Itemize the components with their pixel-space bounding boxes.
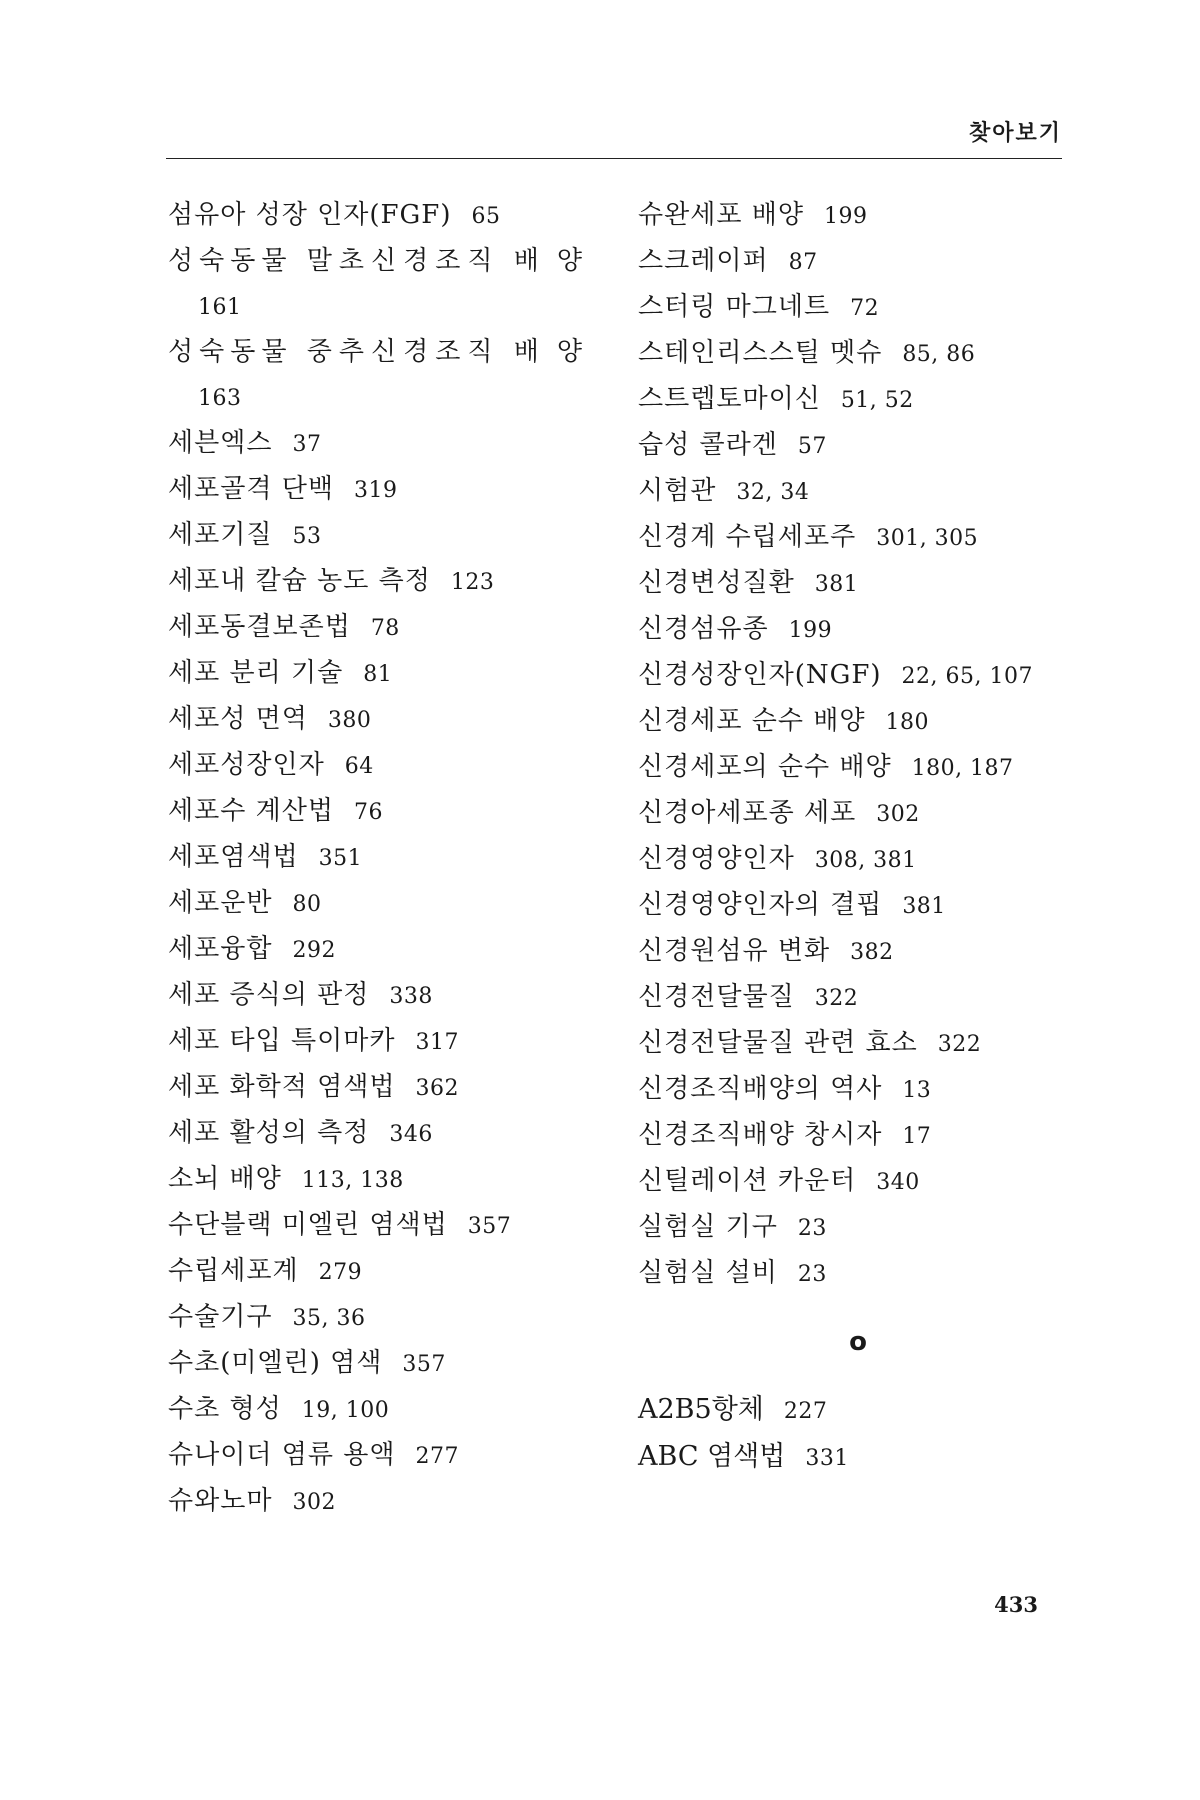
index-entry — [168, 1433, 608, 1479]
index-entry — [168, 835, 608, 881]
index-pages: 163 — [198, 386, 242, 411]
index-entry — [168, 1341, 608, 1387]
index-entry — [638, 975, 1078, 1021]
index-entry — [168, 513, 608, 559]
index-term: 소뇌 배양 — [168, 1164, 282, 1194]
index-pages: 338 — [389, 984, 433, 1009]
index-term: 스테인리스스틸 멧슈 — [638, 338, 883, 368]
index-entry — [638, 515, 1078, 561]
index-term: 수술기구 — [168, 1302, 273, 1332]
index-term: 신경세포의 순수 배양 — [638, 752, 892, 782]
index-entry — [638, 1021, 1078, 1067]
index-entry — [638, 469, 1078, 515]
index-entry — [638, 1387, 1078, 1434]
index-term: 신틸레이션 카운터 — [638, 1166, 857, 1196]
index-term: 신경계 수립세포주 — [638, 522, 857, 552]
index-term: A2B5항체 — [638, 1394, 764, 1425]
index-pages: 381 — [814, 572, 859, 597]
index-term — [168, 239, 600, 284]
index-term: 신경원섬유 변화 — [638, 936, 831, 966]
index-entry — [638, 561, 1078, 607]
index-term: 수단블랙 미엘린 염색법 — [168, 1210, 448, 1240]
index-pages: 227 — [783, 1399, 828, 1424]
index-pages: 161 — [198, 295, 242, 320]
index-pages: 302 — [292, 1490, 336, 1515]
index-pages: 32, 34 — [736, 480, 810, 505]
index-pages: 382 — [850, 940, 894, 965]
index-pages: 322 — [937, 1032, 982, 1057]
index-term-word: 말초신경조직 — [306, 246, 500, 276]
index-entry — [168, 605, 608, 651]
index-term: 세포수 계산법 — [168, 796, 334, 826]
index-term: 실험실 설비 — [638, 1258, 778, 1288]
index-term: 수초 형성 — [168, 1394, 282, 1424]
page-number: 433 — [994, 1592, 1038, 1617]
index-pages: 78 — [370, 616, 400, 641]
index-pages: 64 — [344, 754, 374, 779]
index-term: 신경세포 순수 배양 — [638, 706, 866, 736]
index-pages: 357 — [467, 1214, 512, 1239]
index-pages: 53 — [292, 524, 322, 549]
index-entry — [168, 1249, 608, 1295]
index-term: 신경섬유종 — [638, 614, 769, 644]
index-column-left — [168, 193, 608, 1525]
index-pages: 331 — [805, 1446, 849, 1471]
index-entry — [168, 1019, 608, 1065]
index-term: 수립세포계 — [168, 1256, 299, 1286]
index-pages: 319 — [353, 478, 398, 503]
index-column-right — [638, 193, 1078, 1481]
index-pages: 57 — [797, 434, 827, 459]
index-entry — [638, 1205, 1078, 1251]
index-entry — [638, 883, 1078, 929]
index-entry — [638, 377, 1078, 423]
index-entry — [168, 1157, 608, 1203]
index-entry — [638, 423, 1078, 469]
index-term-word: 배양 — [513, 337, 600, 367]
index-term: 세포동결보존법 — [168, 612, 351, 642]
index-pages: 351 — [318, 846, 363, 871]
index-pages: 19, 100 — [301, 1398, 390, 1423]
index-pages: 180, 187 — [911, 756, 1014, 781]
index-entry — [638, 1434, 1078, 1481]
index-term: 스크레이퍼 — [638, 246, 769, 276]
index-term: 세포 활성의 측정 — [168, 1118, 370, 1148]
index-term: 슈완세포 배양 — [638, 200, 804, 230]
index-entry — [638, 1251, 1078, 1297]
index-pages: 51, 52 — [840, 388, 914, 413]
index-term-word: 성숙동물 — [168, 246, 293, 276]
index-term: 세포 분리 기술 — [168, 658, 344, 688]
index-term: 스터링 마그네트 — [638, 292, 831, 322]
index-entry — [638, 1067, 1078, 1113]
index-entry — [638, 1159, 1078, 1205]
index-term: 섬유아 성장 인자(FGF) — [168, 200, 452, 230]
index-pages: 76 — [353, 800, 383, 825]
index-entry — [168, 1387, 608, 1433]
index-pages: 277 — [415, 1444, 459, 1469]
index-term: 슈와노마 — [168, 1486, 273, 1516]
index-pages: 301, 305 — [876, 526, 979, 551]
index-term: 신경아세포종 세포 — [638, 798, 857, 828]
index-entry — [168, 973, 608, 1019]
index-term: ABC 염색법 — [638, 1441, 786, 1472]
index-term: 슈나이더 염류 용액 — [168, 1440, 396, 1470]
index-entry — [168, 421, 608, 467]
index-entry — [168, 193, 608, 239]
index-pages: 346 — [389, 1122, 433, 1147]
index-pages: 65 — [471, 204, 501, 229]
index-term-word: 중추신경조직 — [306, 337, 500, 367]
index-pages: 362 — [415, 1076, 459, 1101]
index-pages: 317 — [415, 1030, 459, 1055]
index-term: 수초(미엘린) 염색 — [168, 1348, 383, 1378]
index-entry — [168, 651, 608, 697]
index-term: 스트렙토마이신 — [638, 384, 821, 414]
header-rule — [166, 158, 1062, 159]
index-pages: 35, 36 — [292, 1306, 366, 1331]
index-entry — [168, 330, 600, 375]
index-pages: 322 — [814, 986, 859, 1011]
index-pages: 302 — [876, 802, 920, 827]
index-entry — [168, 743, 608, 789]
index-term: 세포 타입 특이마카 — [168, 1026, 396, 1056]
index-entry — [638, 699, 1078, 745]
index-term: 신경영양인자 — [638, 844, 795, 874]
index-pages: 180 — [885, 710, 929, 735]
index-term: 신경조직배양 창시자 — [638, 1120, 883, 1150]
index-entry — [638, 929, 1078, 975]
index-pages: 23 — [797, 1262, 827, 1287]
index-term: 세포융합 — [168, 934, 273, 964]
index-pages: 17 — [902, 1124, 932, 1149]
index-entry — [168, 789, 608, 835]
index-term: 세포기질 — [168, 520, 273, 550]
index-pages: 123 — [450, 570, 495, 595]
index-entries-s — [638, 193, 1078, 1297]
index-entry — [638, 653, 1078, 699]
index-entry — [638, 193, 1078, 239]
index-entry — [638, 285, 1078, 331]
index-pages: 37 — [292, 432, 322, 457]
index-entry — [168, 559, 608, 605]
index-term: 신경성장인자(NGF) — [638, 660, 882, 690]
index-pages: 308, 381 — [814, 848, 917, 873]
index-entry — [168, 1203, 608, 1249]
index-pages: 23 — [797, 1216, 827, 1241]
index-term: 세포염색법 — [168, 842, 299, 872]
index-pages: 81 — [363, 662, 393, 687]
index-term: 세포 증식의 판정 — [168, 980, 370, 1010]
index-entry — [638, 837, 1078, 883]
index-pages: 113, 138 — [301, 1168, 404, 1193]
index-pages: 292 — [292, 938, 336, 963]
index-entry — [168, 1479, 608, 1525]
index-pages: 87 — [788, 250, 818, 275]
index-pages: 340 — [876, 1170, 920, 1195]
index-term: 신경영양인자의 결핍 — [638, 890, 883, 920]
index-term: 신경조직배양의 역사 — [638, 1074, 883, 1104]
index-entry — [168, 881, 608, 927]
index-term: 습성 콜라겐 — [638, 430, 778, 460]
index-term — [168, 330, 600, 375]
index-term: 세븐엑스 — [168, 428, 273, 458]
index-pages: 85, 86 — [902, 342, 976, 367]
index-entry — [168, 927, 608, 973]
index-term: 신경전달물질 — [638, 982, 795, 1012]
index-pages: 199 — [823, 204, 868, 229]
index-entry — [168, 697, 608, 743]
index-entry — [168, 1065, 608, 1111]
index-term-word: 배양 — [513, 246, 600, 276]
index-term: 신경변성질환 — [638, 568, 795, 598]
index-entries-latin — [638, 1387, 1078, 1481]
running-header-title: 찾아보기 — [968, 121, 1062, 146]
index-term: 신경전달물질 관련 효소 — [638, 1028, 918, 1058]
index-entry — [168, 467, 608, 513]
index-term: 세포내 칼슘 농도 측정 — [168, 566, 431, 596]
index-entry — [168, 239, 600, 284]
index-entry — [638, 1113, 1078, 1159]
index-term: 세포 화학적 염색법 — [168, 1072, 396, 1102]
index-pages: 279 — [318, 1260, 363, 1285]
index-entry — [638, 239, 1078, 285]
index-entry-continuation — [168, 375, 608, 421]
index-entry — [168, 1111, 608, 1157]
index-term-word: 성숙동물 — [168, 337, 293, 367]
index-term: 실험실 기구 — [638, 1212, 778, 1242]
index-pages: 22, 65, 107 — [901, 664, 1033, 689]
index-pages: 380 — [327, 708, 372, 733]
index-entry — [168, 1295, 608, 1341]
index-pages: 72 — [850, 296, 880, 321]
index-entry — [638, 791, 1078, 837]
index-term: 세포운반 — [168, 888, 273, 918]
index-term: 세포성장인자 — [168, 750, 325, 780]
section-heading: o — [849, 1327, 867, 1357]
index-term: 세포골격 단백 — [168, 474, 334, 504]
index-pages: 199 — [788, 618, 833, 643]
index-pages: 357 — [402, 1352, 446, 1377]
index-entry — [638, 745, 1078, 791]
index-entry-continuation — [168, 284, 608, 330]
index-term: 세포성 면역 — [168, 704, 308, 734]
index-pages: 80 — [292, 892, 322, 917]
index-pages: 381 — [902, 894, 946, 919]
index-pages: 13 — [902, 1078, 932, 1103]
index-entry — [638, 331, 1078, 377]
index-entry — [638, 607, 1078, 653]
index-term: 시험관 — [638, 476, 717, 506]
